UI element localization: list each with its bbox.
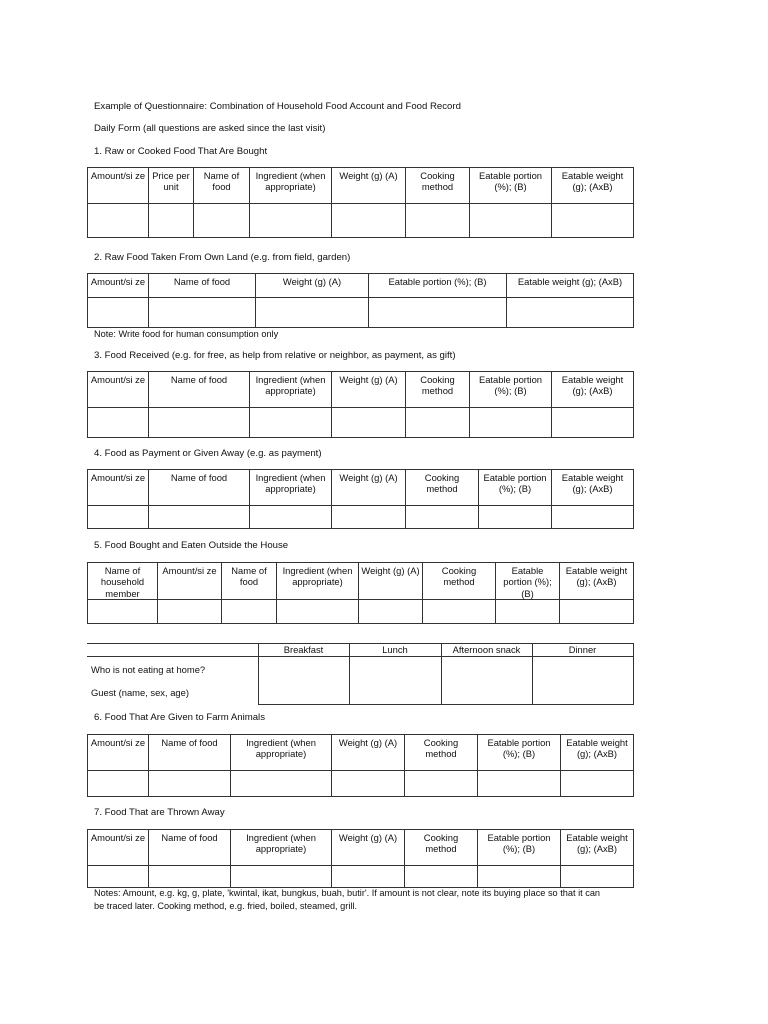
section-7-heading: 7. Food That are Thrown Away: [94, 807, 225, 818]
notes-line-1: Notes: Amount, e.g. kg, g, plate, 'kwintal, ikat, bungkus, buah, butir'. If amount is not clear, note its buying place so that it can: [94, 888, 601, 898]
empty-cell[interactable]: [532, 657, 633, 705]
empty-cell[interactable]: [149, 298, 256, 328]
empty-cell[interactable]: [406, 408, 470, 438]
empty-cell[interactable]: [88, 771, 149, 797]
empty-cell[interactable]: [88, 408, 149, 438]
column-header: Eatable portion (%); (B): [369, 274, 507, 298]
empty-cell[interactable]: [88, 204, 149, 238]
empty-cell[interactable]: [478, 866, 561, 888]
column-header: Eatable portion (%); (B): [496, 563, 560, 600]
column-header: Name of food: [149, 830, 231, 866]
empty-cell[interactable]: [496, 599, 560, 623]
empty-cell[interactable]: [405, 866, 478, 888]
document-title: Example of Questionnaire: Combination of Household Food Account and Food Record: [94, 101, 461, 112]
column-header: Eatable portion (%); (B): [478, 830, 561, 866]
column-header: Amount/si ze: [88, 274, 149, 298]
column-header: Eatable weight (g); (AxB): [552, 168, 634, 204]
column-header: Name of household member: [88, 563, 158, 600]
column-header: Amount/si ze: [88, 830, 149, 866]
column-header: Eatable portion (%); (B): [470, 372, 552, 408]
column-header: Ingredient (when appropriate): [250, 372, 332, 408]
empty-cell[interactable]: [231, 771, 332, 797]
column-header: Weight (g) (A): [332, 168, 406, 204]
empty-cell[interactable]: [359, 599, 423, 623]
column-header: Weight (g) (A): [359, 563, 423, 600]
column-header: Amount/si ze: [88, 168, 149, 204]
meal-header-dinner: Dinner: [532, 644, 633, 657]
document-subtitle: Daily Form (all questions are asked since the last visit): [94, 123, 326, 134]
column-header: Name of food: [149, 735, 231, 771]
meal-header-afternoon-snack: Afternoon snack: [441, 644, 532, 657]
section-5-table: [87, 562, 634, 624]
column-header: Cooking method: [423, 563, 496, 600]
meals-row-labels: [87, 657, 258, 705]
section-2-note: Note: Write food for human consumption only: [94, 329, 279, 339]
empty-cell[interactable]: [369, 298, 507, 328]
section-3-heading: 3. Food Received (e.g. for free, as help from relative or neighbor, as payment, as gift): [94, 350, 456, 361]
section-5-heading: 5. Food Bought and Eaten Outside the House: [94, 540, 289, 551]
column-header: Amount/si ze: [88, 735, 149, 771]
empty-cell[interactable]: [349, 657, 441, 705]
empty-cell[interactable]: [332, 506, 406, 529]
empty-cell[interactable]: [561, 866, 634, 888]
empty-cell[interactable]: [88, 599, 158, 623]
section-6-table: [87, 734, 634, 797]
empty-cell[interactable]: [507, 298, 634, 328]
empty-cell[interactable]: [277, 599, 359, 623]
empty-cell[interactable]: [222, 599, 277, 623]
section-7-table: [87, 829, 634, 888]
column-header: Cooking method: [406, 372, 470, 408]
column-header: Eatable weight (g); (AxB): [552, 372, 634, 408]
column-header: Weight (g) (A): [332, 830, 405, 866]
empty-cell[interactable]: [470, 204, 552, 238]
empty-cell[interactable]: [552, 506, 634, 529]
column-header: Eatable portion (%); (B): [470, 168, 552, 204]
column-header: Amount/si ze: [158, 563, 222, 600]
column-header: Ingredient (when appropriate): [250, 470, 332, 506]
empty-cell[interactable]: [332, 204, 406, 238]
column-header: Eatable weight (g); (AxB): [561, 735, 634, 771]
section-1-heading: 1. Raw or Cooked Food That Are Bought: [94, 146, 268, 157]
column-header: Weight (g) (A): [332, 470, 406, 506]
column-header: Weight (g) (A): [332, 735, 405, 771]
empty-cell[interactable]: [406, 506, 479, 529]
empty-cell[interactable]: [256, 298, 369, 328]
empty-cell[interactable]: [250, 204, 332, 238]
section-3-table: [87, 371, 634, 438]
meal-header-breakfast: Breakfast: [258, 644, 349, 657]
column-header: Amount/si ze: [88, 372, 149, 408]
column-header: Name of food: [194, 168, 250, 204]
empty-cell[interactable]: [258, 657, 349, 705]
section-4-table: [87, 469, 634, 529]
column-header: Ingredient (when appropriate): [231, 735, 332, 771]
section-2-table: [87, 273, 634, 328]
column-header: Eatable weight (g); (AxB): [507, 274, 634, 298]
empty-cell[interactable]: [560, 599, 634, 623]
empty-cell[interactable]: [149, 204, 194, 238]
empty-cell[interactable]: [552, 408, 634, 438]
column-header: Weight (g) (A): [256, 274, 369, 298]
column-header: Ingredient (when appropriate): [250, 168, 332, 204]
column-header: Amount/si ze: [88, 470, 149, 506]
empty-cell[interactable]: [332, 408, 406, 438]
meals-row-label-absent: Who is not eating at home?: [91, 664, 206, 675]
column-header: Name of food: [149, 372, 250, 408]
section-2-heading: 2. Raw Food Taken From Own Land (e.g. from field, garden): [94, 252, 351, 263]
column-header: Eatable weight (g); (AxB): [552, 470, 634, 506]
column-header: Name of food: [149, 274, 256, 298]
empty-cell[interactable]: [158, 599, 222, 623]
meals-row-label-guest: Guest (name, sex, age): [91, 687, 189, 698]
empty-cell[interactable]: [250, 506, 332, 529]
column-header: Eatable weight (g); (AxB): [561, 830, 634, 866]
meals-table: [87, 643, 634, 705]
notes-line-2: be traced later. Cooking method, e.g. fried, boiled, steamed, grill.: [94, 901, 358, 911]
column-header: Price per unit: [149, 168, 194, 204]
empty-cell[interactable]: [423, 599, 496, 623]
empty-cell[interactable]: [405, 771, 478, 797]
empty-cell[interactable]: [149, 506, 250, 529]
empty-cell[interactable]: [149, 408, 250, 438]
column-header: Name of food: [149, 470, 250, 506]
empty-cell[interactable]: [88, 866, 149, 888]
column-header: Eatable portion (%); (B): [479, 470, 552, 506]
section-4-heading: 4. Food as Payment or Given Away (e.g. as payment): [94, 448, 322, 459]
column-header: Eatable portion (%); (B): [478, 735, 561, 771]
empty-cell[interactable]: [561, 771, 634, 797]
empty-cell[interactable]: [332, 866, 405, 888]
empty-cell[interactable]: [149, 771, 231, 797]
empty-cell[interactable]: [88, 506, 149, 529]
meals-corner-cell: [87, 644, 258, 657]
empty-cell[interactable]: [88, 298, 149, 328]
empty-cell[interactable]: [250, 408, 332, 438]
empty-cell[interactable]: [441, 657, 532, 705]
empty-cell[interactable]: [470, 408, 552, 438]
column-header: Ingredient (when appropriate): [231, 830, 332, 866]
empty-cell[interactable]: [231, 866, 332, 888]
section-1-table: [87, 167, 634, 238]
section-6-heading: 6. Food That Are Given to Farm Animals: [94, 712, 265, 723]
column-header: Name of food: [222, 563, 277, 600]
column-header: Eatable weight (g); (AxB): [560, 563, 634, 600]
column-header: Cooking method: [406, 168, 470, 204]
column-header: Cooking method: [406, 470, 479, 506]
meal-header-lunch: Lunch: [349, 644, 441, 657]
empty-cell[interactable]: [194, 204, 250, 238]
column-header: Cooking method: [405, 735, 478, 771]
column-header: Cooking method: [405, 830, 478, 866]
empty-cell[interactable]: [552, 204, 634, 238]
empty-cell[interactable]: [149, 866, 231, 888]
empty-cell[interactable]: [479, 506, 552, 529]
empty-cell[interactable]: [478, 771, 561, 797]
empty-cell[interactable]: [406, 204, 470, 238]
empty-cell[interactable]: [332, 771, 405, 797]
column-header: Weight (g) (A): [332, 372, 406, 408]
column-header: Ingredient (when appropriate): [277, 563, 359, 600]
